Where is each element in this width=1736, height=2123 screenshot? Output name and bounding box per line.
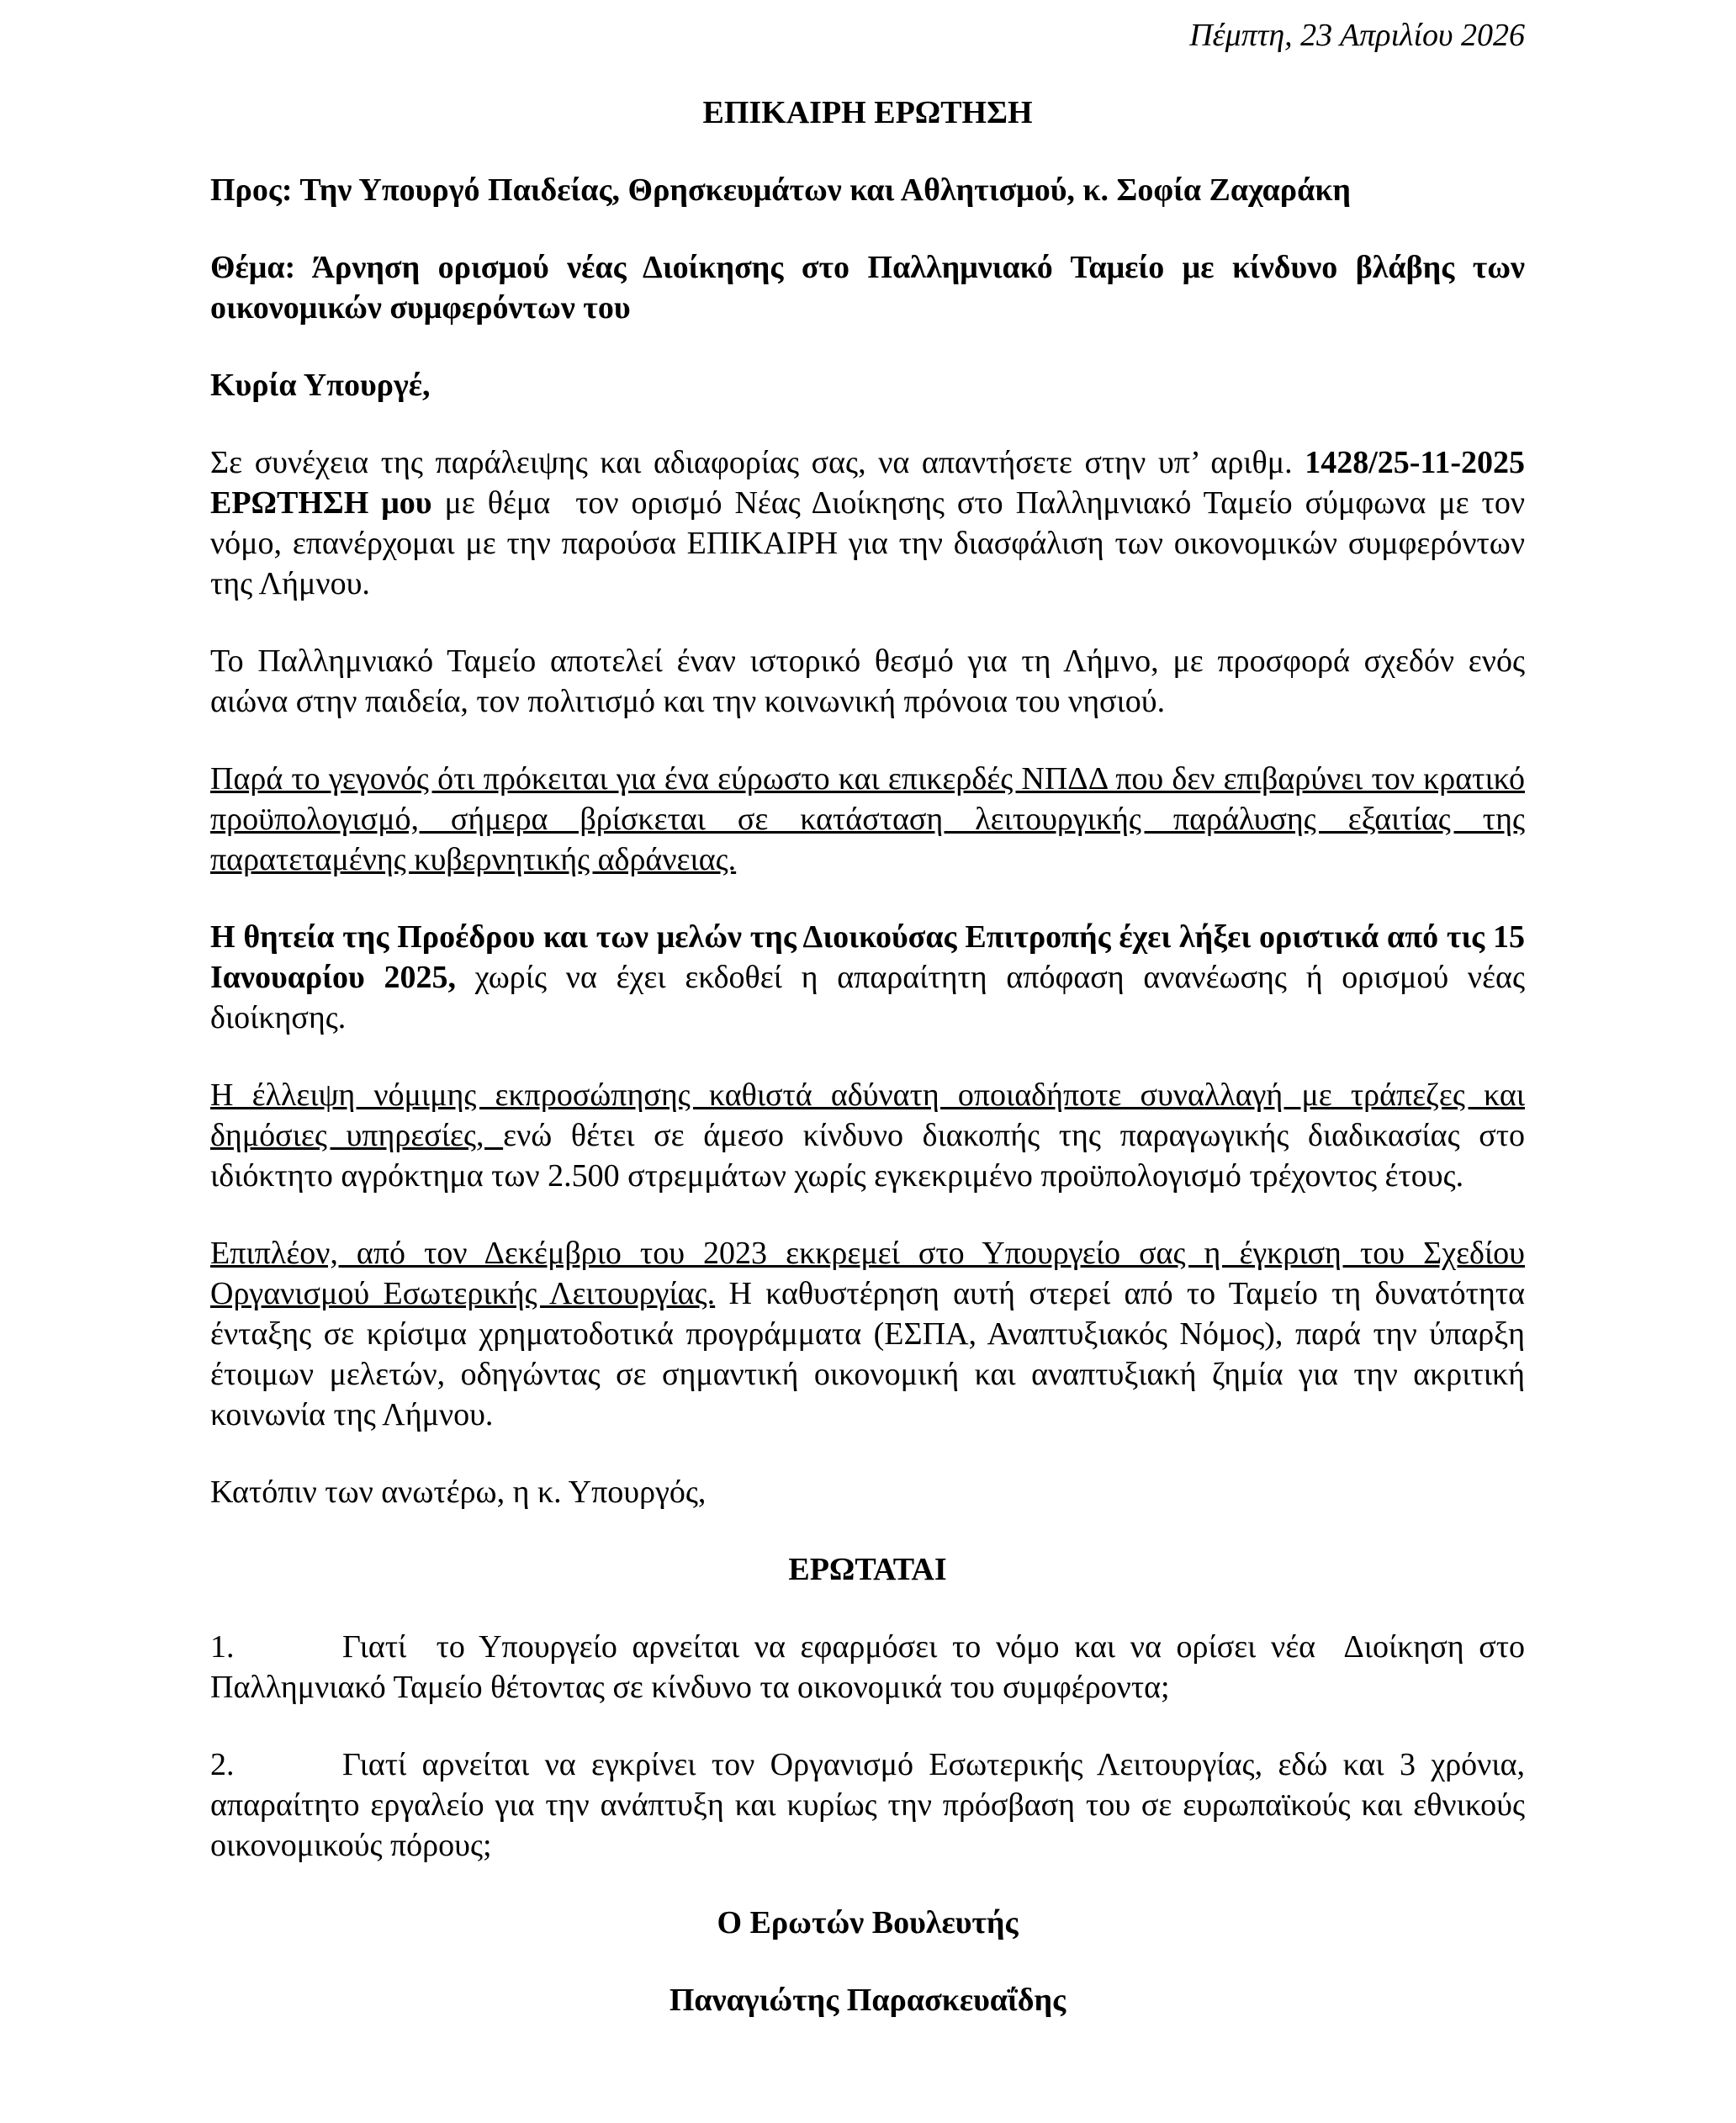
paragraph-intro-text: Σε συνέχεια της παράλειψης και αδιαφορίας σας, να απαντήσετε στην υπ’ αριθμ. [210, 445, 1305, 480]
closing-line: Ο Ερωτών Βουλευτής [717, 1905, 1019, 1940]
paragraph-pending-approval-continuation: Η καθυστέρηση αυτή στερεί από το Ταμείο τη δυνατότητα ένταξης σε κρίσιμα χρηματοδοτικά προγράμματα (ΕΣΠΑ, Αναπτυξιακός Νόμος), παρά την ύπαρξη έτοιμων μελετών, οδηγώντας σε σημαντική οικονομική και αναπτυξιακή ζημία για την ακριτική κοινωνία της Λήμνου. [210, 1276, 1525, 1432]
subject-line: Θέμα: Άρνηση ορισμού νέας Διοίκησης στο Παλλημνιακό Ταμείο με κίνδυνο βλάβης των οικονομικών συμφερόντων του [210, 250, 1525, 326]
paragraph-pending-approval [210, 1233, 1525, 1435]
paragraph-intro-continuation: με θέμα τον ορισμό Νέας Διοίκησης στο Παλλημνιακό Ταμείο σύμφωνα με τον νόμο, επανέρχομαι με την παρούσα ΕΠΙΚΑΙΡΗ για την διασφάλιση των οικονομικών συμφερόντων της Λήμνου. [210, 485, 1525, 601]
question-1-number: 1. [210, 1629, 235, 1665]
paragraph-intro-reference: 1428/25-11-2025 ΕΡΩΤΗΣΗ μου [210, 445, 1525, 521]
paragraph-term-expiry-emphasis: Η θητεία της Προέδρου και των μελών της Διοικούσας Επιτροπής έχει λήξει οριστικά από τις 15 Ιανουαρίου 2025, [210, 919, 1525, 995]
signatory-name: Παναγιώτης Παρασκευαΐδης [669, 1983, 1066, 2018]
paragraph-representation-underlined: Η έλλειψη νόμιμης εκπροσώπησης καθιστά αδύνατη οποιαδήποτε συναλλαγή με τράπεζες και δημόσιες υπηρεσίες, [210, 1077, 1525, 1153]
document-title: ΕΠΙΚΑΙΡΗ ΕΡΩΤΗΣΗ [702, 95, 1033, 130]
paragraph-term-expiry [210, 917, 1525, 1038]
document-date: Πέμπτη, 23 Απριλίου 2026 [1189, 18, 1525, 53]
paragraph-pending-approval-underlined: Επιπλέον, από τον Δεκέμβριο του 2023 εκκρεμεί στο Υπουργείο σας η έγκριση του Σχεδίου Οργανισμού Εσωτερικής Λειτουργίας. [210, 1236, 1525, 1311]
question-item-2 [210, 1744, 1525, 1866]
recipient-line: Προς: Την Υπουργό Παιδείας, Θρησκευμάτων και Αθλητισμού, κ. Σοφία Ζαχαράκη [210, 172, 1351, 208]
paragraph-representation-continuation: ενώ θέτει σε άμεσο κίνδυνο διακοπής της παραγωγικής διαδικασίας στο ιδιόκτητο αγρόκτημα των 2.500 στρεμμάτων χωρίς εγκεκριμένο προϋπολογισμό τρέχοντος έτους. [210, 1118, 1525, 1194]
paragraph-term-expiry-continuation: χωρίς να έχει εκδοθεί η απαραίτητη απόφαση ανανέωσης ή ορισμού νέας διοίκησης. [210, 960, 1525, 1035]
paragraph-history: Το Παλλημνιακό Ταμείο αποτελεί έναν ιστορικό θεσμό για τη Λήμνο, με προσφορά σχεδόν ενός αιώνα στην παιδεία, τον πολιτισμό και την κοινωνική πρόνοια του νησιού. [210, 643, 1525, 719]
question-1-text: Γιατί το Υπουργείο αρνείται να εφαρμόσει το νόμο και να ορίσει νέα Διοίκηση στο Παλλημνιακό Ταμείο θέτοντας σε κίνδυνο τα οικονομικά του συμφέροντα; [210, 1629, 1525, 1705]
question-2-text: Γιατί αρνείται να εγκρίνει τον Οργανισμό Εσωτερικής Λειτουργίας, εδώ και 3 χρόνια, απαραίτητο εργαλείο για την ανάπτυξη και κυρίως την πρόσβαση του σε ευρωπαϊκούς και εθνικούς οικονομικούς πόρους; [210, 1747, 1525, 1863]
paragraph-paralysis: Παρά το γεγονός ότι πρόκειται για ένα εύρωστο και επικερδές ΝΠΔΔ που δεν επιβαρύνει τον κρατικό προϋπολογισμό, σήμερα βρίσκεται σε κατάσταση λειτουργικής παράλυσης εξαιτίας της παρατεταμένης κυβερνητικής αδράνειας. [210, 761, 1525, 877]
paragraph-leadin: Κατόπιν των ανωτέρω, η κ. Υπουργός, [210, 1474, 707, 1510]
question-2-number: 2. [210, 1747, 235, 1782]
question-item-1 [210, 1627, 1525, 1707]
paragraph-representation [210, 1075, 1525, 1196]
paragraph-intro [210, 442, 1525, 604]
salutation: Κυρία Υπουργέ, [210, 368, 431, 403]
questions-heading: ΕΡΩΤΑΤΑΙ [788, 1552, 947, 1587]
